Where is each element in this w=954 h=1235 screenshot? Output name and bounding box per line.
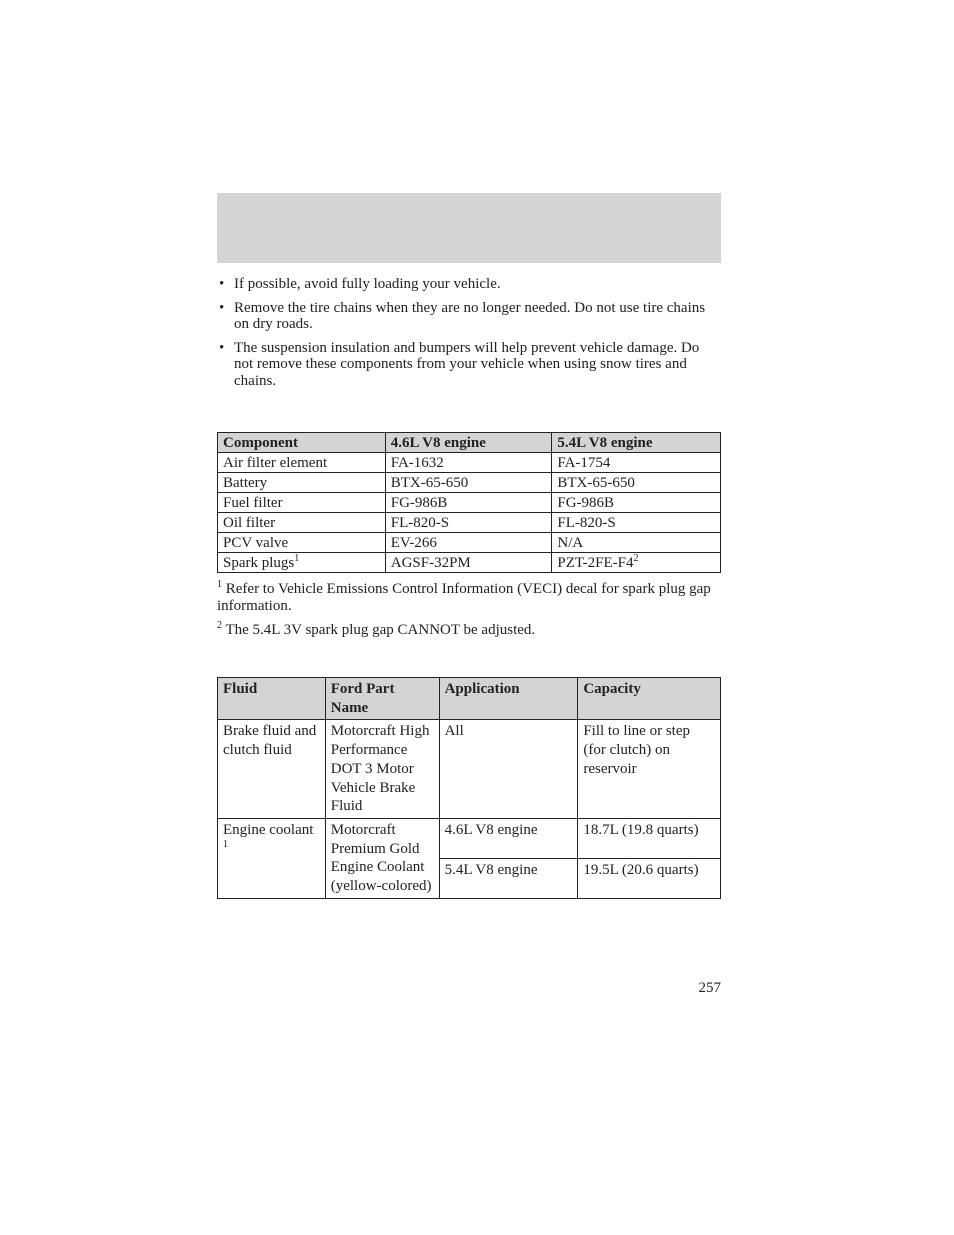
- table-cell: EV-266: [385, 533, 552, 553]
- table-cell: Fuel filter: [218, 493, 386, 513]
- header-band: [217, 193, 721, 263]
- table-row: [218, 553, 721, 573]
- bullet-dot: •: [219, 276, 225, 292]
- table-cell: FA-1754: [552, 453, 721, 473]
- table-cell: PCV valve: [218, 533, 386, 553]
- bullet-item: [217, 340, 721, 390]
- bullet-text: Remove the tire chains when they are no longer needed. Do not use tire chains on dry roads.: [234, 299, 706, 332]
- table-cell: Air filter element: [218, 453, 386, 473]
- table-row: [218, 818, 721, 858]
- table-cell: 19.5L (20.6 quarts): [578, 858, 721, 898]
- table-cell: 4.6L V8 engine: [439, 818, 578, 858]
- cell-text: Spark plugs: [223, 554, 295, 571]
- table-cell: Motorcraft High Performance DOT 3 Motor Vehicle Brake Fluid: [325, 720, 439, 819]
- table-cell: [218, 553, 386, 573]
- table-cell: Motorcraft Premium Gold Engine Coolant (yellow-colored): [325, 818, 439, 898]
- table-cell: BTX-65-650: [385, 473, 552, 493]
- footnote-text: Refer to Vehicle Emissions Control Information (VECI) decal for spark plug gap information.: [217, 581, 711, 614]
- footnotes: [217, 581, 721, 647]
- bullet-item: [217, 276, 721, 293]
- table-row: [218, 720, 721, 819]
- column-header: Fluid: [218, 678, 326, 720]
- table-cell: FL-820-S: [552, 513, 721, 533]
- footnote: [217, 581, 721, 614]
- table-cell: 5.4L V8 engine: [439, 858, 578, 898]
- bullet-text: If possible, avoid fully loading your vehicle.: [234, 276, 501, 292]
- bullet-item: [217, 300, 721, 333]
- table-row: [218, 493, 721, 513]
- footnote-mark: 2: [217, 620, 222, 631]
- column-header: Ford Part Name: [325, 678, 439, 720]
- page-number: 257: [698, 980, 721, 996]
- table-cell: FL-820-S: [385, 513, 552, 533]
- footnote: [217, 622, 721, 639]
- footnote-mark: 1: [294, 552, 300, 564]
- bullet-dot: •: [219, 299, 225, 316]
- table-cell: [552, 553, 721, 573]
- bullet-text: The suspension insulation and bumpers will help prevent vehicle damage. Do not remove these components from your vehicle when using snow tires and chains.: [234, 339, 700, 389]
- column-header: 4.6L V8 engine: [385, 433, 552, 453]
- table-cell: Brake fluid and clutch fluid: [218, 720, 326, 819]
- table-cell: AGSF-32PM: [385, 553, 552, 573]
- table-header-row: [218, 678, 721, 720]
- table-row: [218, 473, 721, 493]
- table-row: [218, 453, 721, 473]
- table-cell: Fill to line or step (for clutch) on reservoir: [578, 720, 721, 819]
- footnote-text: The 5.4L 3V spark plug gap CANNOT be adjusted.: [225, 622, 536, 638]
- table-row: [218, 533, 721, 553]
- column-header: 5.4L V8 engine: [552, 433, 721, 453]
- table-row: [218, 513, 721, 533]
- table-cell: FG-986B: [385, 493, 552, 513]
- table-cell: 18.7L (19.8 quarts): [578, 818, 721, 858]
- table-cell: FG-986B: [552, 493, 721, 513]
- column-header: Capacity: [578, 678, 721, 720]
- bullet-dot: •: [219, 339, 225, 356]
- table-cell: BTX-65-650: [552, 473, 721, 493]
- table-cell: All: [439, 720, 578, 819]
- column-header: Component: [218, 433, 386, 453]
- table-cell: [218, 818, 326, 898]
- table-header-row: [218, 433, 721, 453]
- footnote-mark: 1: [223, 838, 228, 850]
- column-header: Application: [439, 678, 578, 720]
- table-cell: N/A: [552, 533, 721, 553]
- cell-text: PZT-2FE-F4: [557, 554, 634, 571]
- footnote-mark: 1: [217, 579, 222, 590]
- fluid-table: [217, 677, 721, 899]
- table-cell: Oil filter: [218, 513, 386, 533]
- table-cell: Battery: [218, 473, 386, 493]
- table-cell: FA-1632: [385, 453, 552, 473]
- footnote-mark: 2: [633, 552, 639, 564]
- bullet-list: [217, 276, 721, 396]
- parts-table: [217, 432, 721, 573]
- cell-text: Engine coolant: [223, 821, 314, 838]
